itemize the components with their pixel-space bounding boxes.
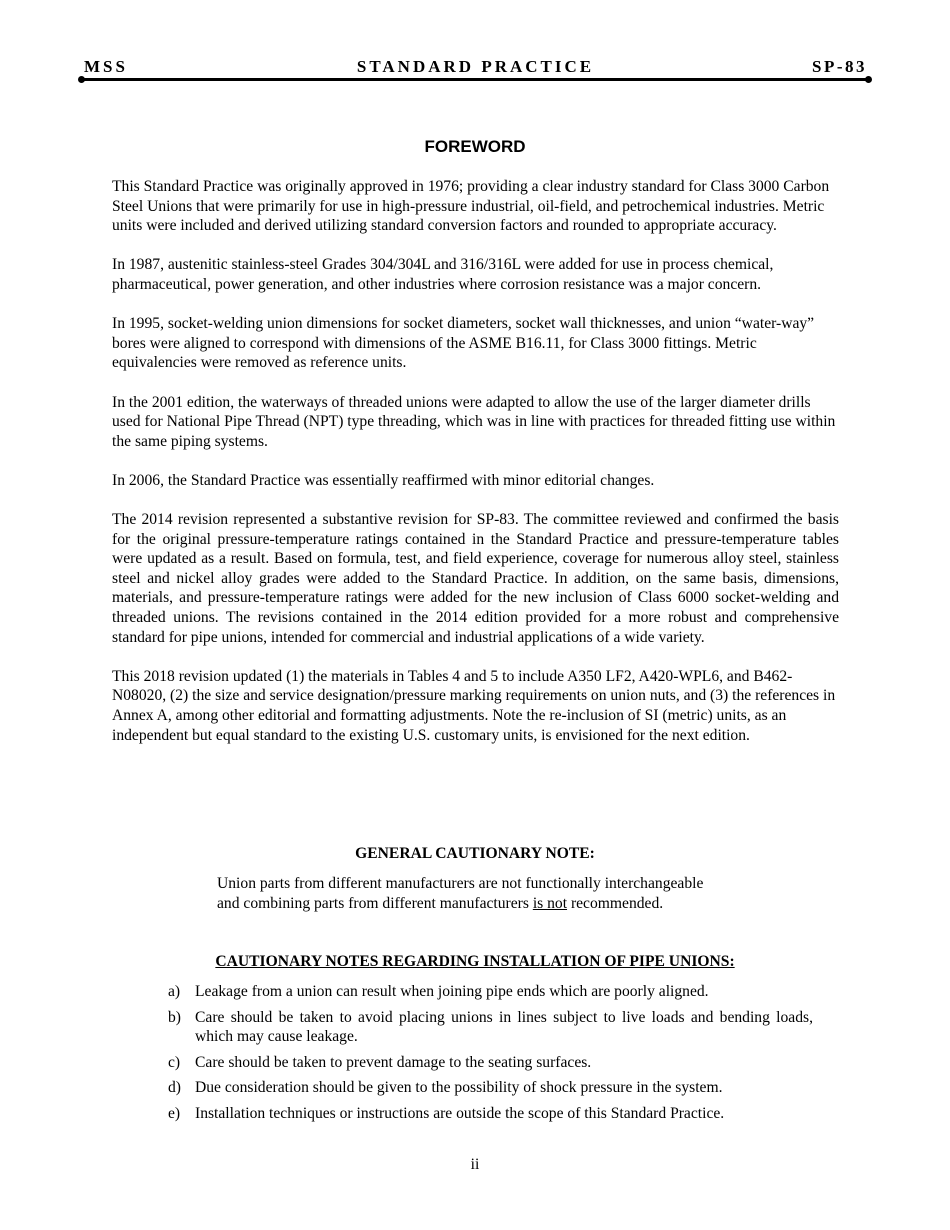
page-title: FOREWORD	[424, 137, 526, 156]
list-item-label: c)	[168, 1053, 181, 1071]
list-item	[168, 1053, 813, 1073]
list-item	[168, 1104, 813, 1124]
page-number: ii	[470, 1156, 480, 1173]
paragraph-1976: This Standard Practice was originally approved in 1976; providing a clear industry standard for Class 3000 Carbon Steel Unions that were primarily for use in high-pressure industrial, oil-field, and petrochemical industries. Metric units were included and derived utilizing standard conversion factors and rounded to appropriate accuracy.	[112, 178, 830, 235]
general-note-line-2-end: recommended.	[567, 894, 664, 912]
caution-notes-list	[168, 982, 813, 1130]
foreword-body	[112, 177, 839, 765]
list-item	[168, 1078, 813, 1098]
list-item-text: Care should be taken to prevent damage to the seating surfaces.	[195, 1053, 592, 1071]
header-doc-number: SP-83	[812, 57, 867, 76]
list-item	[168, 1008, 813, 1047]
list-item-label: b)	[168, 1008, 181, 1026]
general-note-line-2	[217, 894, 777, 914]
paragraph-2001: In the 2001 edition, the waterways of threaded unions were adapted to allow the use of the larger diameter drills used for National Pipe Thread (NPT) type threading, which was in line with practices for threaded fitting use within the same piping systems.	[112, 393, 836, 450]
list-item-label: d)	[168, 1079, 181, 1097]
list-item-text: Leakage from a union can result when joining pipe ends which are poorly aligned.	[195, 983, 709, 1000]
paragraph-1995: In 1995, socket-welding union dimensions for socket diameters, socket wall thicknesses, and union “water-way” bores were aligned to correspond with dimensions of the ASME B16.11, for Class 3000 fittings. Metric equivalencies were removed as reference units.	[112, 315, 815, 372]
list-item-text: Care should be taken to avoid placing unions in lines subject to live loads and bending loads, which may cause leakage.	[195, 1008, 813, 1046]
paragraph-2018: This 2018 revision updated (1) the materials in Tables 4 and 5 to include A350 LF2, A420-WPL6, and B462-N08020, (2) the size and service designation/pressure marking requirements on union nuts, and (3) the references in Annex A, among other editorial and formatting adjustments. Note the re-inclusion of SI (metric) units, as an independent but equal standard to the existing U.S. customary units, is envisioned for the next edition.	[112, 667, 836, 744]
header-title: STANDARD PRACTICE	[356, 57, 595, 76]
list-item-label: e)	[168, 1104, 181, 1122]
list-item-label: a)	[168, 983, 181, 1000]
general-note-emphasis: is not	[532, 894, 568, 912]
list-item	[168, 982, 813, 1002]
list-item-text: Installation techniques or instructions are outside the scope of this Standard Practice.	[195, 1104, 725, 1122]
header-org: MSS	[84, 57, 128, 76]
general-note-text	[217, 874, 777, 913]
paragraph-1987: In 1987, austenitic stainless-steel Grades 304/304L and 316/316L were added for use in process chemical, pharmaceutical, power generation, and other industries where corrosion resistance was a major concern.	[112, 256, 774, 293]
list-item-text: Due consideration should be given to the possibility of shock pressure in the system.	[195, 1079, 723, 1097]
caution-notes-title: CAUTIONARY NOTES REGARDING INSTALLATION OF PIPE UNIONS:	[215, 953, 735, 970]
general-note-line-2-start: and combining parts from different manufacturers	[217, 894, 533, 912]
general-note-line-1: Union parts from different manufacturers are not functionally interchangeable	[217, 875, 704, 892]
header-rule	[80, 78, 870, 81]
paragraph-2006: In 2006, the Standard Practice was essentially reaffirmed with minor editorial changes.	[112, 471, 655, 489]
general-note-title: GENERAL CAUTIONARY NOTE:	[355, 845, 595, 862]
paragraph-2014: The 2014 revision represented a substantive revision for SP-83. The committee reviewed and confirmed the basis for the original pressure-temperature ratings contained in the Standard Practice and pressure-temperature tables were updated as a result. Based on formula, test, and field experience, coverage for numerous alloy steel, stainless steel and nickel alloy grades were added to the Standard Practice. In addition, on the same basis, dimensions, materials, and pressure-temperature ratings were added for the new inclusion of Class 6000 socket-welding and threaded unions. The revisions contained in the 2014 edition provided for a more robust and comprehensive standard for pipe unions, intended for commercial and industrial applications of a wide variety.	[112, 511, 839, 646]
